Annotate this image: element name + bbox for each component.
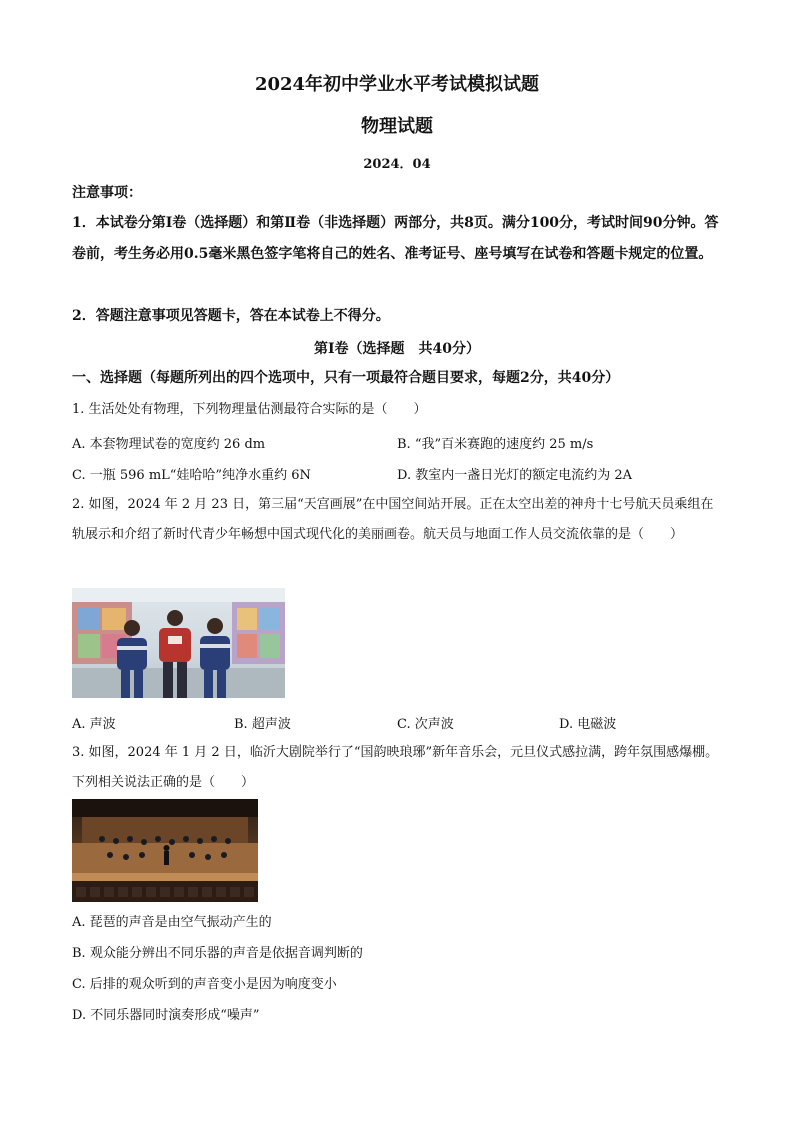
question-3-option-d: D. 不同乐器同时演奏形成“噪声”	[72, 1008, 260, 1023]
question-2-option-a: A. 声波	[72, 717, 116, 732]
question-3-option-c: C. 后排的观众听到的声音变小是因为响度变小	[72, 977, 337, 992]
question-1-option-a: A. 本套物理试卷的宽度约 26 dm	[72, 437, 266, 452]
question-2-option-c: C. 次声波	[397, 717, 454, 732]
subject-title: 物理试题	[361, 116, 433, 137]
notice-item-2: 2．答题注意事项见答题卡，答在本试卷上不得分。	[72, 308, 390, 324]
exam-date: 2024．04	[363, 157, 431, 172]
part-title: 一、选择题（每题所列出的四个选项中，只有一项最符合题目要求，每题2分，共40分）	[72, 370, 620, 386]
space-station-photo	[72, 588, 285, 698]
question-2-option-b: B. 超声波	[234, 717, 291, 732]
exam-title: 2024年初中学业水平考试模拟试题	[254, 74, 540, 95]
question-1-option-b: B. “我”百米赛跑的速度约 25 m/s	[397, 437, 594, 452]
section-title: 第Ⅰ卷（选择题 共40分）	[313, 341, 481, 357]
notice-item-1: 1．本试卷分第Ⅰ卷（选择题）和第Ⅱ卷（非选择题）两部分，共8页。满分100分，考试时间90分钟。答卷前，考生务必用0.5毫米黑色签字笔将自己的姓名、准考证号、座号填写在试卷和答题卡规定的位置。	[72, 215, 719, 262]
question-1-option-c: C. 一瓶 596 mL“娃哈哈”纯净水重约 6N	[72, 468, 311, 483]
concert-illustration	[72, 799, 258, 902]
question-3-option-b: B. 观众能分辨出不同乐器的声音是依据音调判断的	[72, 946, 363, 961]
question-2-stem: 2. 如图，2024 年 2 月 23 日，第三届“天宫画展”在中国空间站开展。正在太空出差的神舟十七号航天员乘组在轨展示和介绍了新时代青少年畅想中国式现代化的美丽画卷。航天员与地面工作人员交流依靠的是（ ）	[72, 497, 714, 542]
notice-heading: 注意事项：	[72, 185, 142, 201]
concert-photo	[72, 799, 258, 902]
question-1-stem: 1. 生活处处有物理，下列物理量估测最符合实际的是（ ）	[72, 402, 427, 417]
space-station-illustration	[72, 588, 285, 698]
question-3-stem: 3. 如图，2024 年 1 月 2 日，临沂大剧院举行了“国韵映琅琊”新年音乐会，元旦仪式感拉满，跨年氛围感爆棚。下列相关说法正确的是（ ）	[72, 745, 719, 790]
question-2-option-d: D. 电磁波	[559, 717, 617, 732]
question-3-option-a: A. 琵琶的声音是由空气振动产生的	[72, 915, 272, 930]
question-1-option-d: D. 教室内一盏日光灯的额定电流约为 2A	[397, 468, 633, 483]
